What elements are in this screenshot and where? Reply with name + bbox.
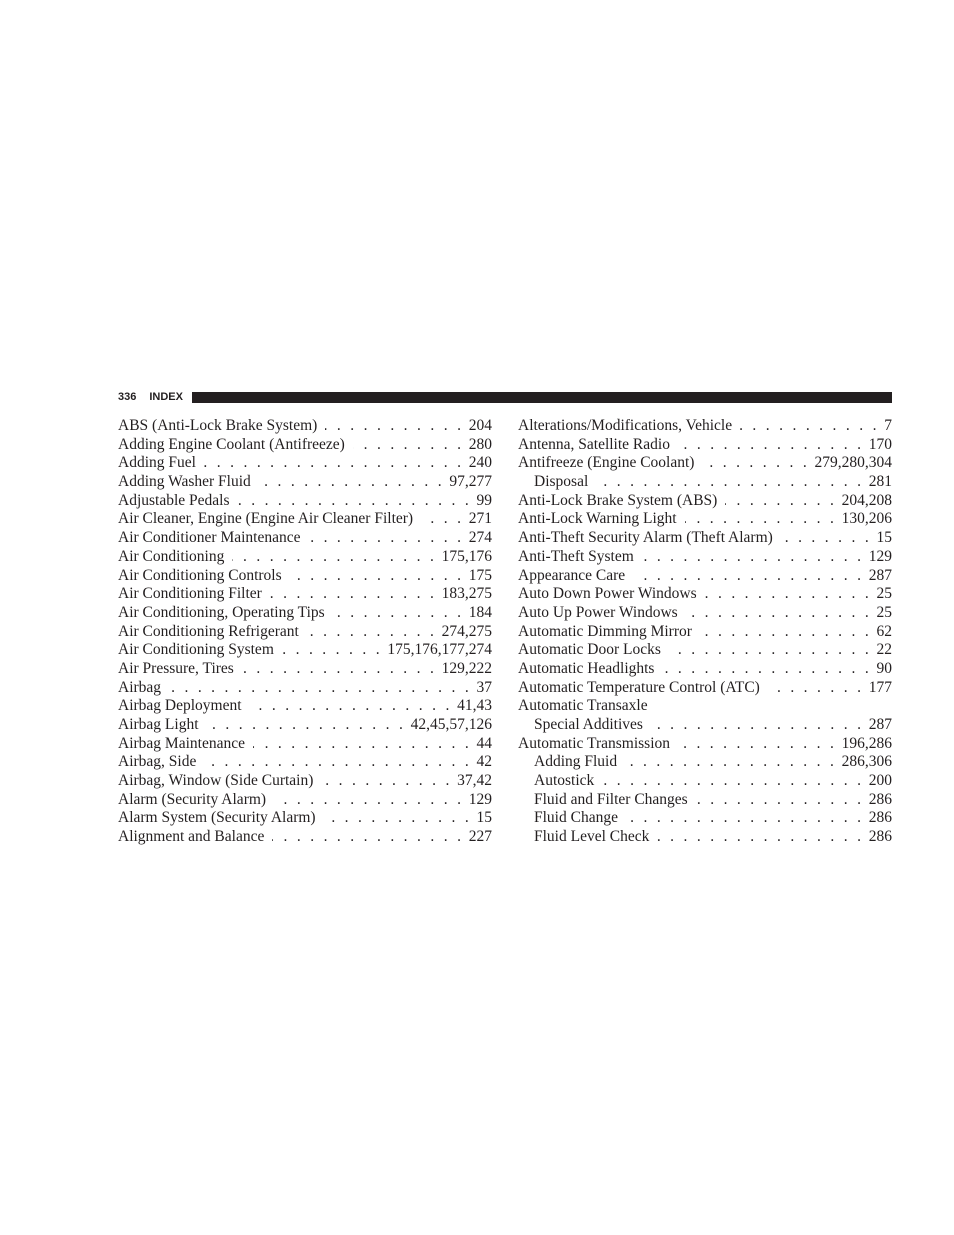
- index-term: Alterations/Modifications, Vehicle: [518, 417, 733, 434]
- index-entry: [518, 492, 892, 511]
- index-pages: 227: [468, 828, 492, 846]
- dot-leader: [700, 623, 872, 642]
- index-term: Air Cleaner, Engine (Engine Air Cleaner Filter): [118, 510, 414, 528]
- index-term: Air Conditioning: [118, 547, 225, 565]
- index-entry: [518, 735, 892, 754]
- dot-leader: [685, 510, 837, 529]
- dot-leader: [282, 641, 383, 660]
- index-term: Automatic Transmission: [518, 734, 671, 752]
- index-pages: 7: [884, 417, 892, 434]
- index-pages: 15: [876, 529, 892, 547]
- index-entry: [118, 567, 492, 586]
- index-term: Autostick: [534, 772, 595, 790]
- index-pages: 274: [468, 529, 492, 547]
- index-entry: [118, 660, 492, 679]
- index-term: Special Additives: [534, 716, 643, 733]
- index-entry: [118, 772, 492, 791]
- index-entry: [118, 623, 492, 642]
- index-entry: [118, 828, 492, 847]
- index-entry: [518, 510, 892, 529]
- header-rule: [192, 392, 892, 403]
- index-pages: 25: [876, 603, 892, 621]
- index-entry: [518, 548, 892, 567]
- index-pages: 184: [468, 603, 492, 621]
- dot-leader: [657, 828, 863, 847]
- index-column-left: [118, 417, 492, 847]
- index-term: Air Conditioner Maintenance: [118, 529, 301, 547]
- index-entry: [118, 716, 492, 735]
- dot-leader: [238, 492, 472, 511]
- index-entry: [118, 735, 492, 754]
- index-term: Anti-Lock Warning Light: [518, 510, 677, 528]
- dot-leader: [207, 716, 406, 735]
- index-entry: [118, 679, 492, 698]
- index-pages: 175: [468, 566, 492, 584]
- index-pages: 41,43: [457, 697, 492, 715]
- dot-leader: [662, 660, 871, 679]
- index-pages: 37: [476, 678, 492, 696]
- dot-leader: [250, 697, 453, 716]
- index-pages: 97,277: [449, 473, 492, 491]
- index-term: Adding Fluid: [534, 753, 618, 771]
- index-pages: 177: [868, 678, 892, 696]
- index-subentry: [518, 828, 892, 847]
- index-term: Fluid Change: [534, 809, 618, 827]
- page-number: 336: [118, 391, 137, 403]
- index-column-right: [518, 417, 892, 847]
- index-pages: 42: [476, 753, 492, 771]
- dot-leader: [232, 548, 436, 567]
- index-term: Alarm System (Security Alarm): [118, 809, 316, 827]
- dot-leader: [324, 809, 472, 828]
- index-entry: [118, 604, 492, 623]
- dot-leader: [725, 492, 836, 511]
- index-entry: [518, 585, 892, 604]
- index-pages: 200: [868, 772, 892, 790]
- dot-leader: [274, 791, 464, 810]
- dot-leader: [702, 454, 809, 473]
- index-entry: [118, 753, 492, 772]
- index-pages: 99: [476, 491, 492, 509]
- index-subentry: [518, 772, 892, 791]
- index-term: Automatic Temperature Control (ATC): [518, 678, 760, 696]
- index-subentry: [518, 809, 892, 828]
- index-entry: [118, 791, 492, 810]
- index-term: Anti-Lock Brake System (ABS): [518, 491, 718, 509]
- dot-leader: [204, 753, 471, 772]
- index-entry: [118, 529, 492, 548]
- dot-leader: [686, 604, 872, 623]
- index-entry: [118, 548, 492, 567]
- index-pages: 129: [468, 790, 492, 808]
- index-pages: 274,275: [441, 622, 492, 640]
- index-term: Antifreeze (Engine Coolant): [518, 454, 695, 472]
- index-term: Air Conditioning, Operating Tips: [118, 603, 325, 621]
- index-term: Airbag Deployment: [118, 697, 242, 715]
- index-term: Airbag, Window (Side Curtain): [118, 772, 314, 790]
- index-entry: [118, 492, 492, 511]
- index-pages: 279,280,304: [814, 454, 892, 472]
- index-pages: 287: [868, 716, 892, 733]
- dot-leader: [651, 716, 864, 735]
- index-term: Adjustable Pedals: [118, 491, 230, 509]
- index-term: Auto Up Power Windows: [518, 603, 678, 621]
- index-subentry: [518, 716, 892, 735]
- index-entry: [118, 473, 492, 492]
- index-term: Automatic Dimming Mirror: [518, 622, 692, 640]
- index-entry: [118, 809, 492, 828]
- dot-leader: [642, 548, 864, 567]
- dot-leader: [740, 417, 879, 436]
- index-term: Air Pressure, Tires: [118, 659, 234, 677]
- index-term: Anti-Theft Security Alarm (Theft Alarm): [518, 529, 773, 547]
- index-term: Automatic Transaxle: [518, 697, 648, 715]
- section-title: INDEX: [149, 391, 183, 403]
- index-pages: 286: [868, 790, 892, 808]
- index-pages: 271: [468, 510, 492, 528]
- dot-leader: [602, 772, 863, 791]
- dot-leader: [321, 772, 452, 791]
- index-term: Airbag, Side: [118, 753, 197, 771]
- dot-leader: [626, 809, 864, 828]
- index-pages: 287: [868, 566, 892, 584]
- dot-leader: [333, 604, 464, 623]
- index-term: Auto Down Power Windows: [518, 585, 697, 603]
- index-term: Air Conditioning Refrigerant: [118, 622, 299, 640]
- index-pages: 280: [468, 435, 492, 453]
- index-pages: 204,208: [841, 491, 892, 509]
- index-pages: 22: [876, 641, 892, 659]
- dot-leader: [596, 473, 864, 492]
- index-entry: [118, 641, 492, 660]
- index-pages: 25: [876, 585, 892, 603]
- index-term: Disposal: [534, 473, 589, 491]
- index-pages: 44: [476, 734, 492, 752]
- index-pages: 130,206: [841, 510, 892, 528]
- dot-leader: [768, 679, 864, 698]
- index-entry: [118, 417, 492, 436]
- index-subentry: [518, 753, 892, 772]
- index-term: Adding Washer Fluid: [118, 473, 251, 491]
- index-pages: 286: [868, 828, 892, 846]
- index-entry-heading: [518, 697, 892, 716]
- index-term: Alignment and Balance: [118, 828, 265, 846]
- dot-leader: [678, 436, 864, 455]
- index-pages: 129,222: [441, 659, 492, 677]
- index-pages: 204: [468, 417, 492, 434]
- index-term: Alarm (Security Alarm): [118, 790, 267, 808]
- index-term: Air Conditioning Filter: [118, 585, 262, 603]
- index-term: Fluid Level Check: [534, 828, 650, 846]
- index-entry: [518, 436, 892, 455]
- index-pages: 15: [476, 809, 492, 827]
- index-term: Air Conditioning System: [118, 641, 274, 659]
- index-entry: [118, 585, 492, 604]
- dot-leader: [325, 417, 463, 436]
- index-entry: [518, 641, 892, 660]
- index-pages: 196,286: [841, 734, 892, 752]
- index-pages: 281: [868, 473, 892, 491]
- index-entry: [518, 660, 892, 679]
- dot-leader: [705, 585, 872, 604]
- dot-leader: [253, 735, 472, 754]
- dot-leader: [307, 623, 437, 642]
- index-entry: [518, 417, 892, 436]
- index-pages: 37,42: [457, 772, 492, 790]
- index-pages: 62: [876, 622, 892, 640]
- index-term: Antenna, Satellite Radio: [518, 435, 670, 453]
- index-entry: [518, 567, 892, 586]
- dot-leader: [353, 436, 464, 455]
- index-term: Airbag Light: [118, 716, 199, 733]
- index-term: Automatic Door Locks: [518, 641, 661, 659]
- index-term: Adding Engine Coolant (Antifreeze): [118, 435, 345, 453]
- index-pages: 175,176: [441, 547, 492, 565]
- index-entry: [118, 697, 492, 716]
- dot-leader: [290, 567, 464, 586]
- index-pages: 183,275: [441, 585, 492, 603]
- dot-leader: [625, 753, 837, 772]
- index-entry: [518, 454, 892, 473]
- dot-leader: [669, 641, 872, 660]
- index-entry: [118, 454, 492, 473]
- index-pages: 175,176,177,274: [387, 641, 492, 659]
- index-term: Airbag Maintenance: [118, 734, 245, 752]
- dot-leader: [633, 567, 864, 586]
- index-pages: 90: [876, 659, 892, 677]
- index-entry: [518, 529, 892, 548]
- index-pages: 42,45,57,126: [410, 716, 492, 733]
- index-pages: 240: [468, 454, 492, 472]
- index-term: Automatic Headlights: [518, 659, 655, 677]
- dot-leader: [242, 660, 437, 679]
- index-term: ABS (Anti-Lock Brake System): [118, 417, 318, 434]
- dot-leader: [272, 828, 463, 847]
- dot-leader: [678, 735, 837, 754]
- dot-leader: [421, 510, 464, 529]
- index-term: Fluid and Filter Changes: [534, 790, 688, 808]
- index-term: Anti-Theft System: [518, 547, 634, 565]
- index-entry: [518, 604, 892, 623]
- index-pages: 286,306: [841, 753, 892, 771]
- page-header: [118, 391, 892, 403]
- index-pages: 286: [868, 809, 892, 827]
- dot-leader: [696, 791, 864, 810]
- index-term: Airbag: [118, 678, 162, 696]
- index-pages: 170: [868, 435, 892, 453]
- dot-leader: [259, 473, 445, 492]
- index-term: Adding Fuel: [118, 454, 196, 472]
- index-entry: [118, 436, 492, 455]
- dot-leader: [309, 529, 464, 548]
- dot-leader: [204, 454, 464, 473]
- index-term: Appearance Care: [518, 566, 626, 584]
- index-subentry: [518, 791, 892, 810]
- dot-leader: [270, 585, 437, 604]
- index-term: Air Conditioning Controls: [118, 566, 282, 584]
- index-pages: 129: [868, 547, 892, 565]
- index-entry: [118, 510, 492, 529]
- dot-leader: [781, 529, 872, 548]
- index-entry: [518, 679, 892, 698]
- dot-leader: [169, 679, 471, 698]
- index-entry: [518, 623, 892, 642]
- index-subentry: [518, 473, 892, 492]
